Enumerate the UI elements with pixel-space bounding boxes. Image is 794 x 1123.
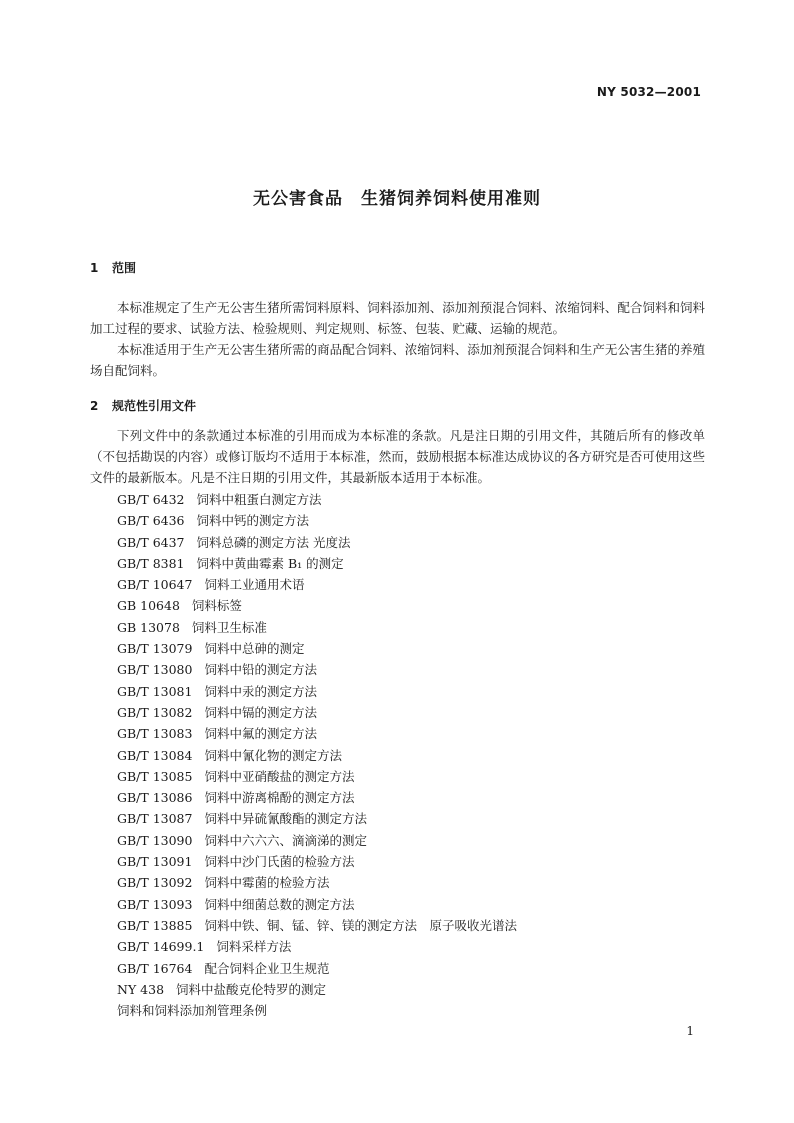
reference-code: GB/T 10647 — [117, 577, 193, 593]
reference-title: 饲料中氟的测定方法 — [204, 726, 317, 742]
reference-title: 饲料中盐酸克伦特罗的测定 — [176, 981, 327, 997]
reference-code: GB/T 13083 — [117, 726, 193, 742]
reference-item — [117, 681, 517, 702]
reference-code: GB/T 13082 — [117, 704, 193, 720]
reference-title: 饲料和饲料添加剂管理条例 — [117, 1003, 268, 1019]
reference-item — [117, 915, 517, 936]
reference-code: GB/T 13080 — [117, 662, 193, 678]
reference-code: GB/T 13087 — [117, 811, 193, 827]
reference-item — [117, 787, 517, 808]
reference-item — [117, 702, 517, 723]
section-number: 1 — [90, 261, 99, 275]
reference-title: 饲料采样方法 — [216, 939, 292, 955]
reference-list — [117, 489, 517, 1021]
reference-item — [117, 510, 517, 531]
page-number: 1 — [686, 1024, 694, 1038]
references-intro-paragraph: 下列文件中的条款通过本标准的引用而成为本标准的条款。凡是注日期的引用文件，其随后所有的修改单（不包括勘误的内容）或修订版均不适用于本标准，然而，鼓励根据本标准达成协议的各方研究是否可使用这些文件的最新版本。凡是不注日期的引用文件，其最新版本适用于本标准。 — [90, 428, 705, 485]
reference-title: 饲料中铁、铜、锰、锌、镁的测定方法 原子吸收光谱法 — [204, 917, 517, 933]
reference-item — [117, 638, 517, 659]
reference-code: GB/T 6436 — [117, 513, 185, 529]
reference-item — [117, 1000, 517, 1021]
scope-paragraph-1: 本标准规定了生产无公害生猪所需饲料原料、饲料添加剂、添加剂预混合饲料、浓缩饲料、配合饲料和饲料加工过程的要求、试验方法、检验规则、判定规则、标签、包装、贮藏、运输的规范。 — [90, 300, 705, 336]
section-number: 2 — [90, 399, 99, 413]
reference-title: 饲料中钙的测定方法 — [196, 513, 310, 529]
reference-code: NY 438 — [117, 981, 165, 997]
reference-title: 饲料中黄曲霉素 B₁ 的测定 — [196, 555, 344, 571]
standard-code: NY 5032—2001 — [596, 85, 701, 99]
reference-title: 饲料中沙门氏菌的检验方法 — [204, 854, 355, 870]
reference-title: 饲料中霉菌的检验方法 — [204, 875, 330, 891]
reference-item — [117, 574, 517, 595]
reference-code: GB/T 13091 — [117, 854, 193, 870]
reference-item — [117, 979, 517, 1000]
reference-code: GB/T 6437 — [117, 534, 185, 550]
reference-code: GB/T 13086 — [117, 790, 193, 806]
reference-code: GB/T 13092 — [117, 875, 193, 891]
reference-code: GB/T 13093 — [117, 896, 193, 912]
reference-code: GB/T 13084 — [117, 747, 193, 763]
reference-item — [117, 830, 517, 851]
reference-item — [117, 766, 517, 787]
reference-title: 饲料中亚硝酸盐的测定方法 — [204, 768, 355, 784]
document-title: 无公害食品 生猪饲养饲料使用准则 — [253, 189, 541, 209]
reference-title: 饲料标签 — [191, 598, 242, 614]
reference-code: GB/T 13090 — [117, 832, 193, 848]
reference-code: GB 10648 — [117, 598, 180, 614]
section-heading-scope — [90, 259, 136, 276]
scope-paragraph-2: 本标准适用于生产无公害生猪所需的商品配合饲料、浓缩饲料、添加剂预混合饲料和生产无公害生猪的养殖场自配饲料。 — [90, 342, 705, 378]
reference-item — [117, 723, 517, 744]
reference-title: 饲料中总砷的测定 — [204, 641, 305, 657]
reference-code: GB/T 6432 — [117, 492, 185, 507]
reference-item — [117, 894, 517, 915]
reference-title: 饲料卫生标准 — [191, 619, 267, 635]
reference-code: GB/T 16764 — [117, 960, 193, 976]
reference-item — [117, 553, 517, 574]
reference-code: GB/T 8381 — [117, 555, 185, 571]
reference-item — [117, 617, 517, 638]
reference-title: 饲料工业通用术语 — [204, 577, 305, 593]
reference-item — [117, 745, 517, 766]
reference-title: 饲料中铅的测定方法 — [204, 662, 317, 678]
reference-title: 饲料中异硫氰酸酯的测定方法 — [204, 811, 367, 827]
reference-title: 饲料中汞的测定方法 — [204, 683, 317, 699]
reference-title: 饲料中细菌总数的测定方法 — [204, 896, 355, 912]
reference-code: GB/T 13079 — [117, 641, 193, 657]
section-heading-normative-references — [90, 397, 196, 414]
reference-code: GB/T 13085 — [117, 768, 193, 784]
reference-title: 饲料中游离棉酚的测定方法 — [204, 790, 355, 806]
reference-item — [117, 936, 517, 957]
reference-item — [117, 872, 517, 893]
reference-item — [117, 851, 517, 872]
reference-item — [117, 489, 517, 510]
reference-item — [117, 958, 517, 979]
reference-item — [117, 532, 517, 553]
reference-item — [117, 659, 517, 680]
reference-code: GB/T 13081 — [117, 683, 193, 699]
reference-code: GB 13078 — [117, 619, 180, 635]
reference-item — [117, 595, 517, 616]
reference-code: GB/T 14699.1 — [117, 939, 205, 955]
reference-title: 饲料中镉的测定方法 — [204, 704, 317, 720]
section-title: 范围 — [112, 261, 137, 275]
reference-title: 饲料中六六六、滴滴涕的测定 — [204, 832, 367, 848]
reference-title: 饲料总磷的测定方法 光度法 — [196, 534, 351, 550]
reference-title: 饲料中氰化物的测定方法 — [204, 747, 342, 763]
reference-title: 配合饲料企业卫生规范 — [204, 960, 330, 976]
section-title: 规范性引用文件 — [112, 399, 197, 413]
reference-code: GB/T 13885 — [117, 917, 193, 933]
reference-title: 饲料中粗蛋白测定方法 — [196, 492, 322, 507]
reference-item — [117, 808, 517, 829]
